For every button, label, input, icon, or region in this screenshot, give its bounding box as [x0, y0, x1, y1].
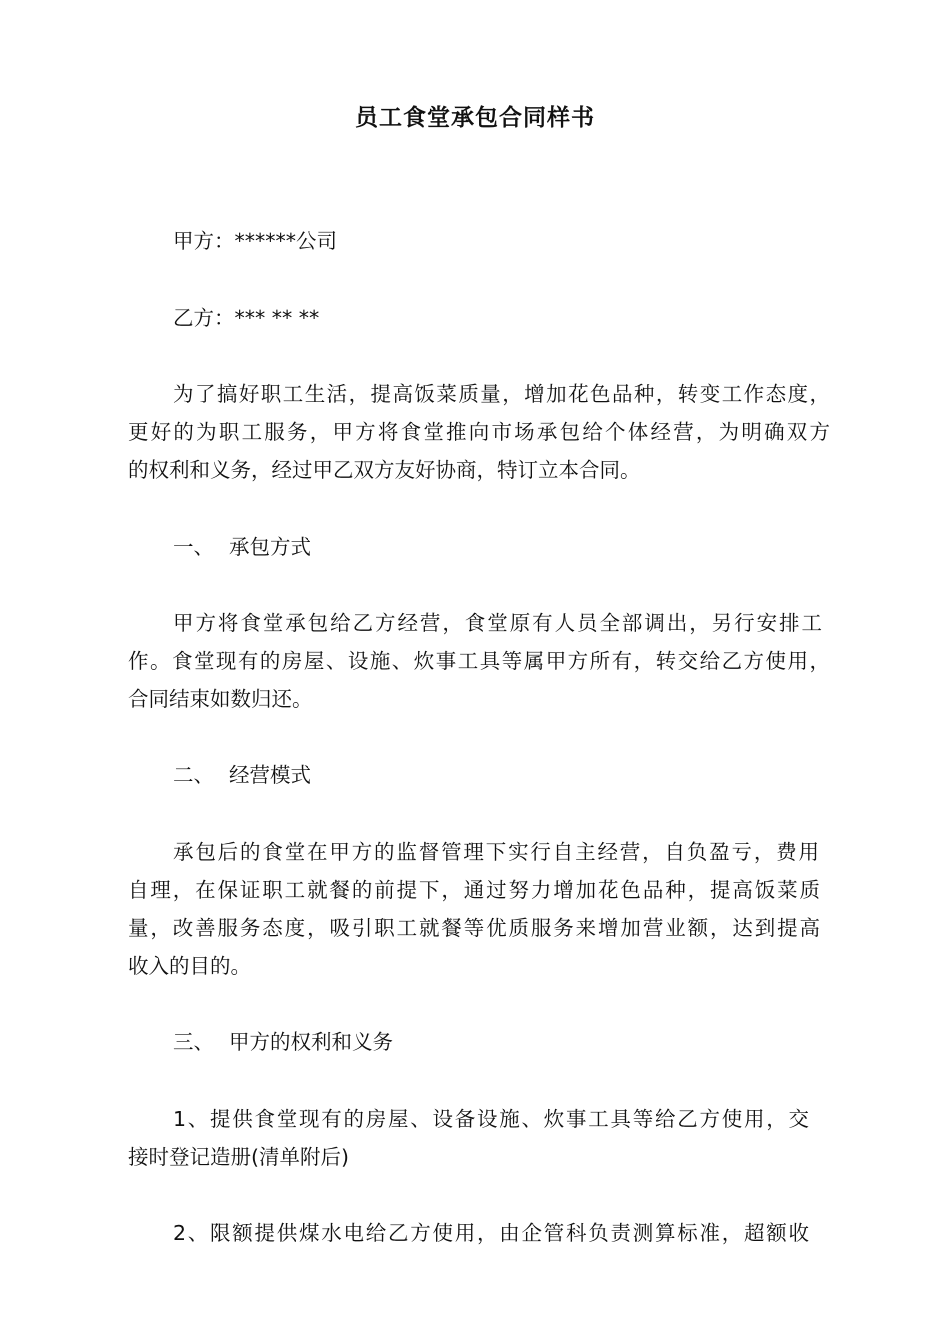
section-1-heading: [173, 534, 311, 560]
section-2-title: 经营模式: [229, 763, 311, 787]
party-b: 乙方：*** ** **: [173, 306, 320, 330]
intro-line-2: 更好的为职工服务，甲方将食堂推向市场承包给个体经营，为明确双方: [128, 420, 830, 444]
section-3-title: 甲方的权利和义务: [229, 1030, 393, 1054]
document-title: 员工食堂承包合同样书: [355, 105, 595, 131]
section-3-heading: [173, 1029, 393, 1055]
section-1-line-2: 作。食堂现有的房屋、设施、炊事工具等属甲方所有，转交给乙方使用，: [128, 649, 830, 673]
intro-line-1: 为了搞好职工生活，提高饭菜质量，增加花色品种，转变工作态度，: [173, 382, 830, 406]
section-2-line-4: 收入的目的。: [128, 954, 251, 978]
section-2-heading: [173, 762, 311, 788]
intro-line-3: 的权利和义务，经过甲乙双方友好协商，特订立本合同。: [128, 458, 641, 482]
section-2-line-2: 自理，在保证职工就餐的前提下，通过努力增加花色品种，提高饭菜质: [128, 878, 820, 902]
section-1-number: 一、: [173, 535, 214, 559]
section-1-line-1: 甲方将食堂承包给乙方经营，食堂原有人员全部调出，另行安排工: [173, 611, 822, 635]
section-1-title: 承包方式: [229, 535, 311, 559]
section-3-item-1-line-2: 接时登记造册(清单附后): [128, 1145, 349, 1169]
section-1-line-3: 合同结束如数归还。: [128, 687, 313, 711]
section-3-number: 三、: [173, 1030, 214, 1054]
section-3-item-1-line-1: 1、提供食堂现有的房屋、设备设施、炊事工具等给乙方使用，交: [173, 1107, 809, 1131]
party-a: 甲方：******公司: [173, 229, 337, 253]
section-2-number: 二、: [173, 763, 214, 787]
section-2-line-3: 量，改善服务态度，吸引职工就餐等优质服务来增加营业额，达到提高: [128, 916, 820, 940]
section-3-item-2-line-1: 2、限额提供煤水电给乙方使用，由企管科负责测算标准，超额收: [173, 1221, 809, 1245]
section-2-line-1: 承包后的食堂在甲方的监督管理下实行自主经营，自负盈亏，费用: [173, 840, 819, 864]
